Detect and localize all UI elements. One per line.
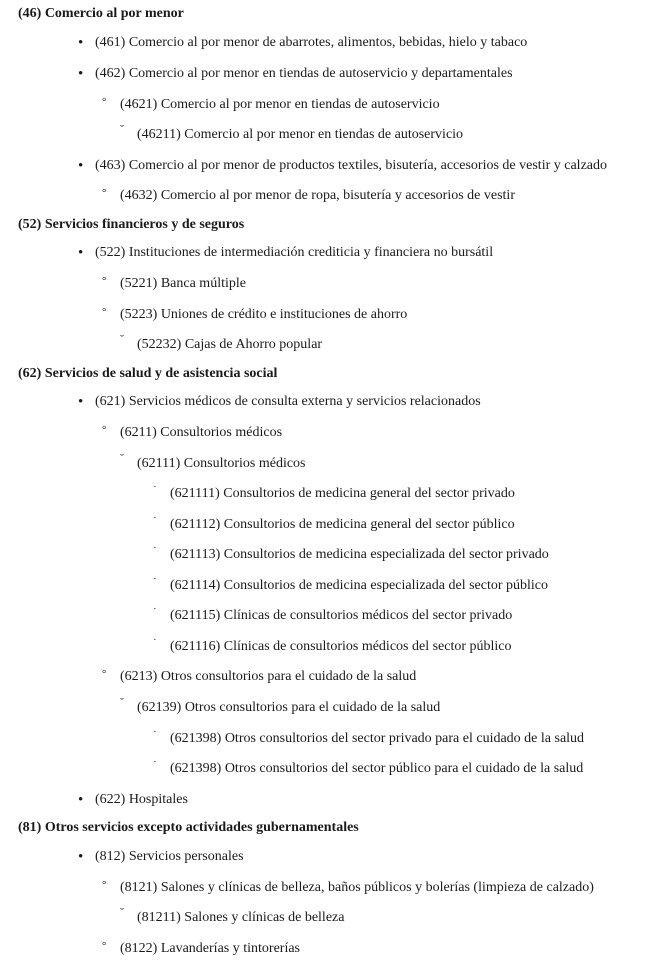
- item-text: (621116) Clínicas de consultorios médicos del sector público: [170, 639, 512, 654]
- item-text: (522) Instituciones de intermediación crediticia y financiera no bursátil: [95, 245, 494, 260]
- item-text: (621112) Consultorios de medicina general del sector público: [170, 517, 515, 532]
- item-text: (8122) Lavanderías y tintorerías: [120, 941, 300, 956]
- item-text: (621113) Consultorios de medicina especializada del sector privado: [170, 547, 549, 562]
- section-heading: (46) Comercio al por menor: [18, 6, 184, 21]
- item-text: (621398) Otros consultorios del sector público para el cuidado de la salud: [170, 761, 584, 776]
- dot-bullet-icon: ˙: [153, 484, 157, 496]
- dash-bullet-icon: ˘: [120, 695, 124, 709]
- bullet-icon: •: [78, 158, 84, 174]
- dot-bullet-icon: ˙: [153, 729, 157, 741]
- bullet-icon: •: [78, 394, 84, 410]
- item-text: (4632) Comercio al por menor de ropa, bisutería y accesorios de vestir: [120, 188, 515, 203]
- item-text: (62111) Consultorios médicos: [137, 456, 306, 471]
- dash-bullet-icon: ˘: [120, 451, 124, 465]
- dot-bullet-icon: ˙: [153, 637, 157, 649]
- item-text: (8121) Salones y clínicas de belleza, baños públicos y bolerías (limpieza de calzado): [120, 880, 594, 895]
- dot-bullet-icon: ˙: [153, 515, 157, 527]
- bullet-icon: •: [78, 66, 84, 82]
- item-text: (621111) Consultorios de medicina general del sector privado: [170, 486, 515, 501]
- item-text: (4621) Comercio al por menor en tiendas de autoservicio: [120, 97, 440, 112]
- circle-bullet-icon: °: [102, 879, 107, 891]
- section-heading: (62) Servicios de salud y de asistencia social: [18, 366, 278, 381]
- item-text: (5221) Banca múltiple: [120, 276, 246, 291]
- item-text: (46211) Comercio al por menor en tiendas de autoservicio: [137, 127, 464, 142]
- bullet-icon: •: [78, 245, 84, 261]
- item-text: (81211) Salones y clínicas de belleza: [137, 910, 345, 925]
- item-text: (812) Servicios personales: [95, 849, 244, 864]
- circle-bullet-icon: °: [102, 940, 107, 952]
- item-text: (463) Comercio al por menor de productos textiles, bisutería, accesorios de vestir y calzado: [95, 158, 607, 173]
- item-text: (621115) Clínicas de consultorios médicos del sector privado: [170, 608, 513, 623]
- dash-bullet-icon: ˘: [120, 905, 124, 919]
- item-text: (621) Servicios médicos de consulta externa y servicios relacionados: [95, 394, 481, 409]
- dot-bullet-icon: ˙: [153, 545, 157, 557]
- item-text: (6211) Consultorios médicos: [120, 425, 283, 440]
- circle-bullet-icon: °: [102, 275, 107, 287]
- item-text: (62139) Otros consultorios para el cuidado de la salud: [137, 700, 441, 715]
- item-text: (52232) Cajas de Ahorro popular: [137, 337, 323, 352]
- circle-bullet-icon: °: [102, 187, 107, 199]
- circle-bullet-icon: °: [102, 668, 107, 680]
- dot-bullet-icon: ˙: [153, 759, 157, 771]
- item-text: (621114) Consultorios de medicina especializada del sector público: [170, 578, 549, 593]
- item-text: (622) Hospitales: [95, 792, 188, 807]
- dot-bullet-icon: ˙: [153, 576, 157, 588]
- bullet-icon: •: [78, 792, 84, 808]
- item-text: (462) Comercio al por menor en tiendas de autoservicio y departamentales: [95, 66, 513, 81]
- section-heading: (52) Servicios financieros y de seguros: [18, 217, 245, 232]
- bullet-icon: •: [78, 35, 84, 51]
- item-text: (621398) Otros consultorios del sector privado para el cuidado de la salud: [170, 731, 585, 746]
- section-heading: (81) Otros servicios excepto actividades gubernamentales: [18, 820, 359, 835]
- circle-bullet-icon: °: [102, 306, 107, 318]
- circle-bullet-icon: °: [102, 424, 107, 436]
- item-text: (6213) Otros consultorios para el cuidado de la salud: [120, 669, 417, 684]
- item-text: (5223) Uniones de crédito e instituciones de ahorro: [120, 307, 408, 322]
- bullet-icon: •: [78, 849, 84, 865]
- circle-bullet-icon: °: [102, 96, 107, 108]
- item-text: (461) Comercio al por menor de abarrotes, alimentos, bebidas, hielo y tabaco: [95, 35, 528, 50]
- dash-bullet-icon: ˘: [120, 122, 124, 136]
- dot-bullet-icon: ˙: [153, 606, 157, 618]
- dash-bullet-icon: ˘: [120, 332, 124, 346]
